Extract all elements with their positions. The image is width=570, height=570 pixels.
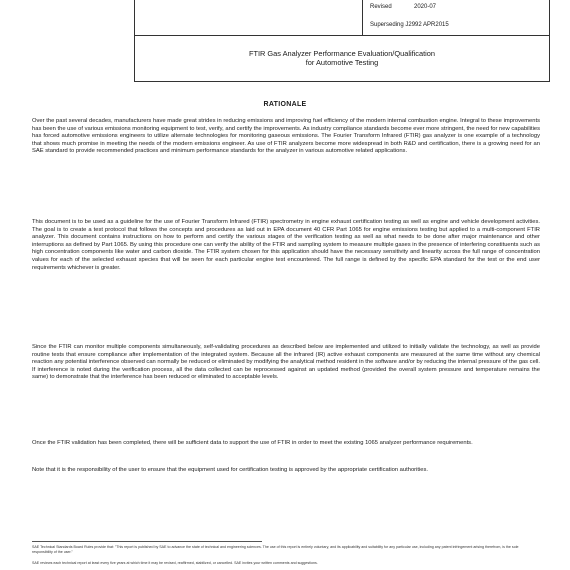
title-line-1: FTIR Gas Analyzer Performance Evaluation/Qualification xyxy=(248,49,436,58)
document-header-table xyxy=(134,0,550,36)
paragraph: This document is to be used as a guideline for the use of Fourier Transform Infrared (FTIR) spectrometry in engine exhaust certification testing as well as engine and vehicle development activities. The goal is to create a test protocol that follows the concepts and procedures as laid out in EPA document 40 CFR Part 1065 for engine emissions testing but applied to a multi-component FTIR analyzer. This document contains instructions on how to perform and certify the various stages of the verification testing as well as what needs to be done after major maintenance and other interruptions as defined by Part 1065. By using this procedure one can verify the ability of the FTIR and sampling system to measure multiple gases in the presence of interfering constituents such as high concentration components like water and carbon dioxide. The FTIR system chosen for this application should have the necessary sensitivity and linearity across the full range of concentration values for each of the selected exhaust species that will be seen for each particular engine test encountered. The full range is defined by the specific EPA standard for the test or the end user requirements whichever is greater. xyxy=(32,219,540,271)
revised-row xyxy=(370,4,436,10)
footnote-divider xyxy=(32,541,262,542)
section-heading: RATIONALE xyxy=(263,101,307,108)
paragraph: Note that it is the responsibility of the user to ensure that the equipment used for certification testing is approved by the appropriate certification authorities. xyxy=(32,467,429,473)
document-title xyxy=(134,36,550,82)
revised-value: 2020-07 xyxy=(414,4,437,10)
paragraph: Over the past several decades, manufacturers have made great strides in reducing emissions and improving fuel efficiency of the modern internal combustion engine. Integral to these improvements has been the use of various emissions monitoring equipment to test, verify, and certify the improvements. As industry compliance standards become ever more stringent, the need for new capabilities has forced automotive emissions engineers to utilize alternate technologies for monitoring gaseous emissions. The Fourier Transform Infrared (FTIR) gas analyzer is one example of a technology that shows much promise in meeting the needs of the modern emissions engineer. As use of FTIR analyzers become more widespread in both R&D and certification, there is a growing need for an SAE standard to provide recommended practices and minimum performance standards for the analyzer in various automotive related applications. xyxy=(32,118,540,155)
header-divider xyxy=(362,0,363,36)
superseding-row: Superseding J2992 APR2015 xyxy=(370,22,449,28)
title-line-2: for Automotive Testing xyxy=(305,58,379,67)
footnote: SAE reviews each technical report at least every five years at which time it may be revised, reaffirmed, stabilized, or cancelled. SAE invites your written comments and suggestions. xyxy=(32,561,318,565)
footnote: SAE Technical Standards Board Rules provide that: "This report is published by SAE to advance the state of technical and engineering sciences. The use of this report is entirely voluntary, and its applicability and suitability for any particular use, including any patent infringement arising therefrom, is the sole responsibility of the user." xyxy=(32,545,519,554)
paragraph: Since the FTIR can monitor multiple components simultaneously, self-validating procedures as described below are implemented and utilized to initially validate the technology, as well as provide routine tests that ensure compliance after implementation of the integrated system. Because all the infrared (IR) active exhaust components are measured at the same time without any chemical reaction any potential interference observed can normally be reduced or eliminated by modifying the analytical method resident in the software and/or by reducing the internal pressure of the gas cell. If interference is noted during the verification process, all the data collected can be reprocessed against an updated method (provided the overall system pressure and temperature remains the same) to demonstrate that the interference has been reduced or eliminated to acceptable levels. xyxy=(32,344,540,381)
revised-label: Revised xyxy=(370,4,392,10)
paragraph: Once the FTIR validation has been completed, there will be sufficient data to support the use of FTIR in order to meet the existing 1065 analyzer performance requirements. xyxy=(32,440,473,446)
